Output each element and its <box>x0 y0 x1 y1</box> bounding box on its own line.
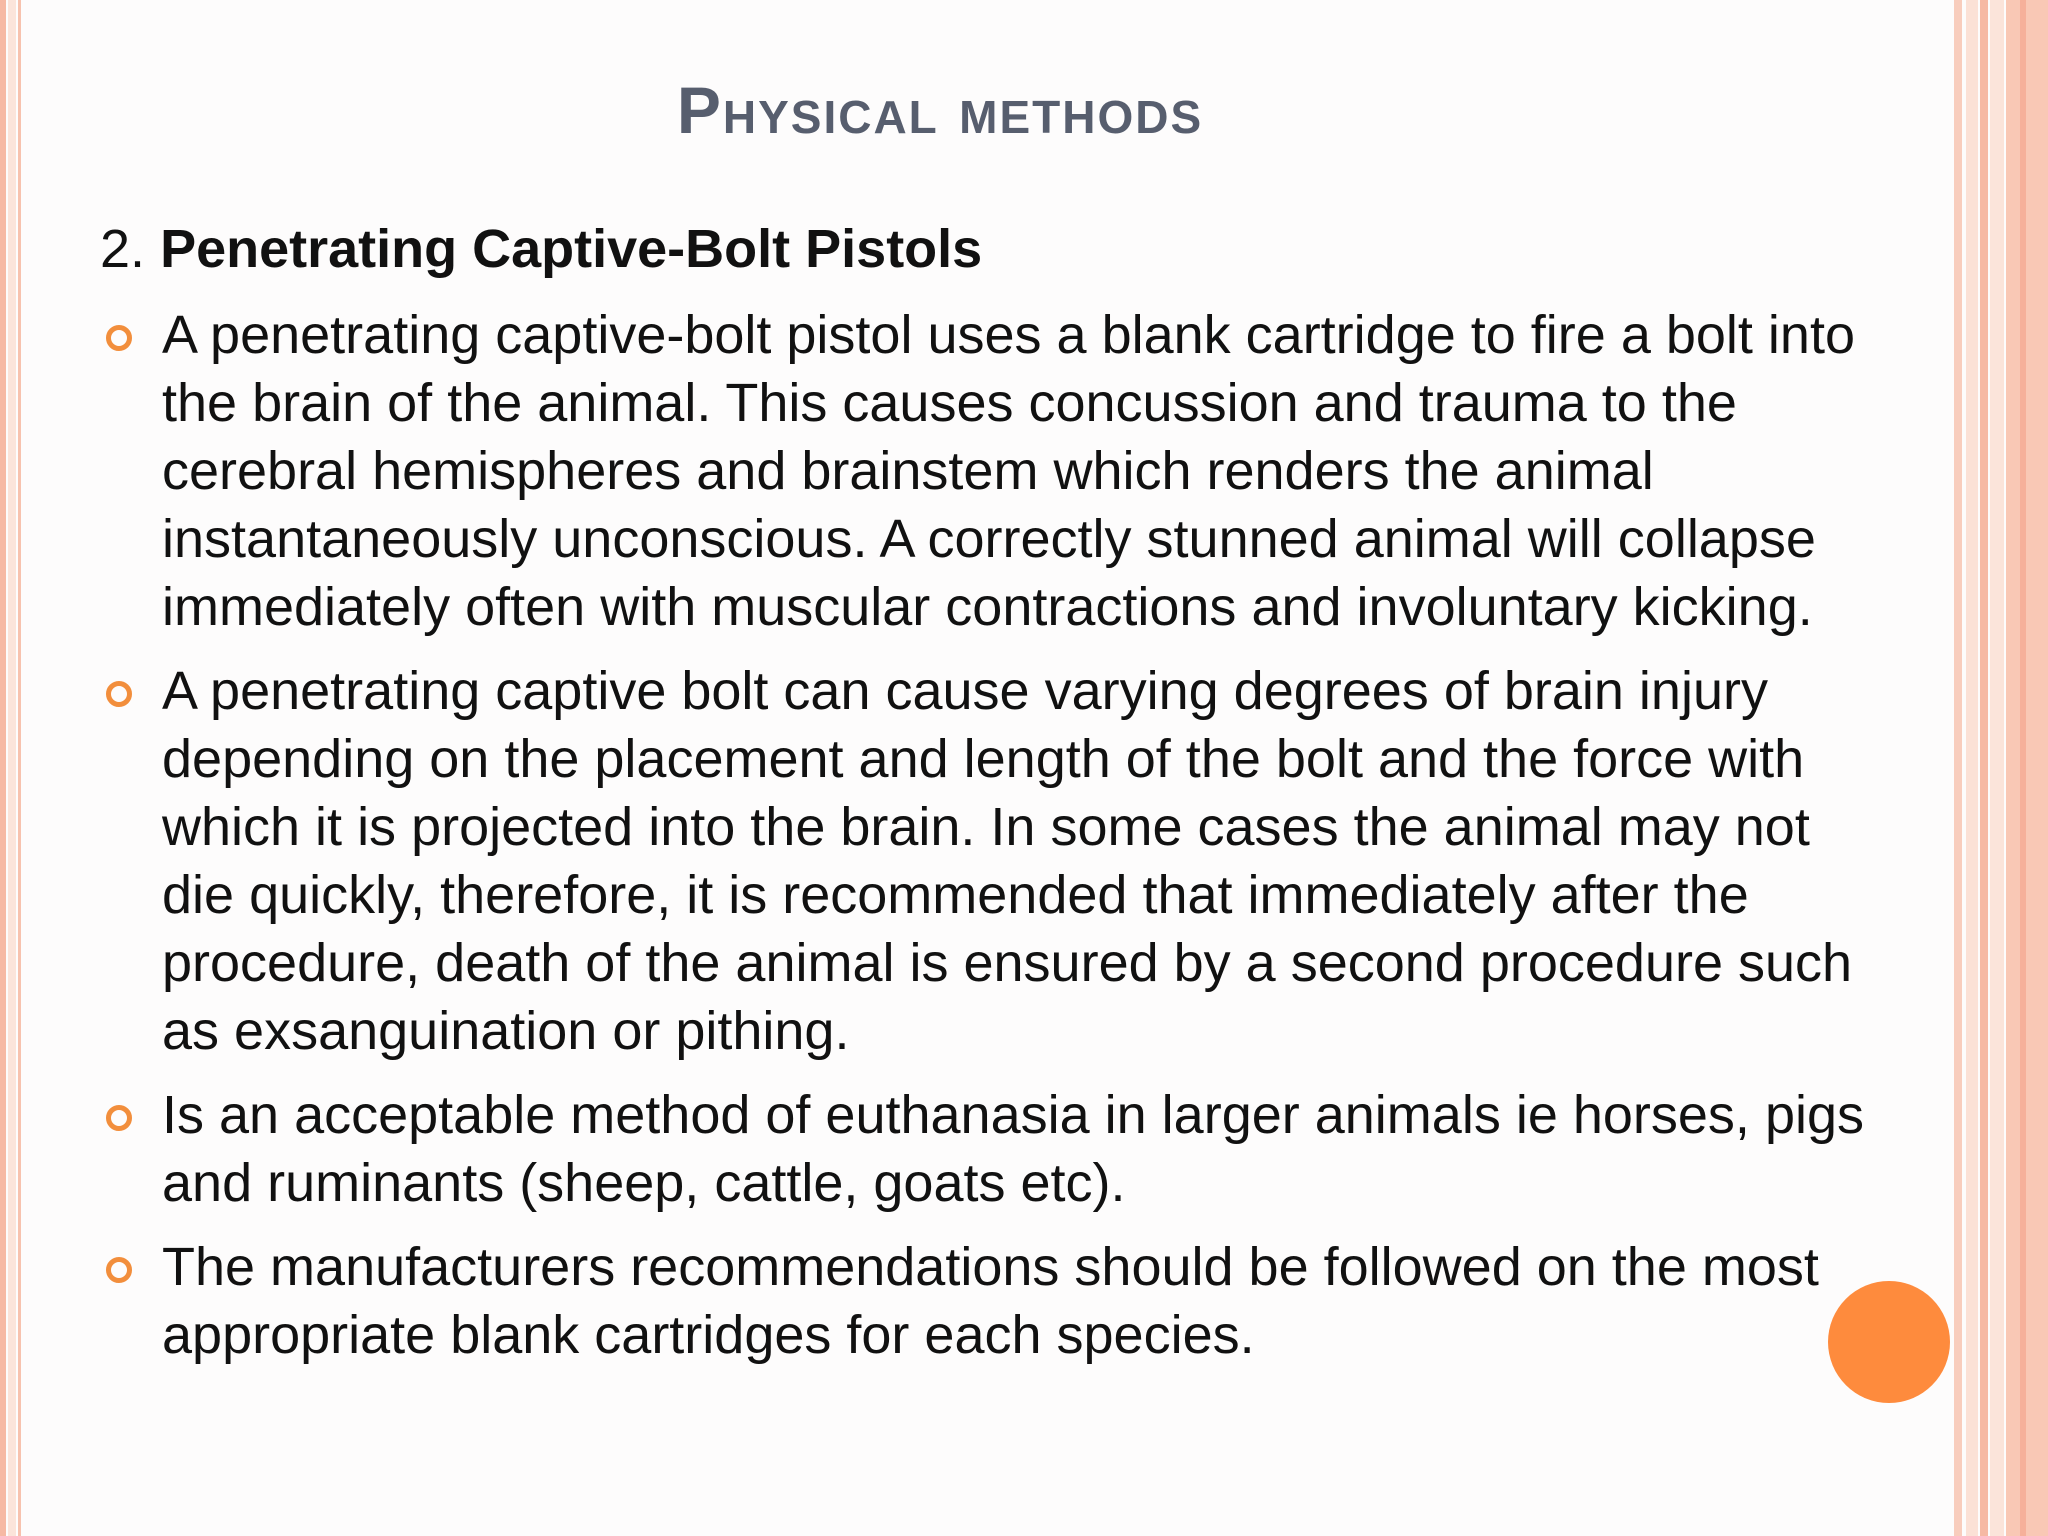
bullet-text: A penetrating captive-bolt pistol uses a blank cartridge to fire a bolt into the brain of the animal. This causes concussion and trauma to the cerebral hemispheres and brainstem which renders the animal instantaneously unconscious. A correctly stunned animal will collapse immediately often with muscular contractions and involuntary kicking. <box>162 305 1855 637</box>
bullet-text: Is an acceptable method of euthanasia in larger animals ie horses, pigs and ruminants (sheep, cattle, goats etc). <box>162 1085 1865 1213</box>
slide-title: Physical methods <box>676 73 1204 147</box>
slide-content <box>100 215 1890 1385</box>
right-border-stripe <box>1980 0 1988 1536</box>
hollow-circle-bullet-icon <box>106 1257 132 1283</box>
left-border-stripe <box>18 0 21 1536</box>
hollow-circle-bullet-icon <box>106 681 132 707</box>
hollow-circle-bullet-icon <box>106 325 132 351</box>
bullet-list <box>100 301 1890 1369</box>
right-border-stripe <box>1990 0 2004 1536</box>
orange-circle-decoration <box>1828 1281 1950 1403</box>
hollow-circle-bullet-icon <box>106 1105 132 1131</box>
bullet-item <box>100 1233 1890 1369</box>
bullet-text: The manufacturers recommendations should be followed on the most appropriate blank cartridges for each species. <box>162 1237 1819 1365</box>
left-border-stripe <box>0 0 6 1536</box>
section-heading-text: Penetrating Captive-Bolt Pistols <box>160 219 983 279</box>
bullet-item <box>100 657 1890 1065</box>
section-heading <box>100 215 1890 283</box>
right-border-stripe <box>2006 0 2048 1536</box>
bullet-item <box>100 1081 1890 1217</box>
right-border-stripe <box>1954 0 1962 1536</box>
section-number: 2. <box>100 219 146 279</box>
bullet-item <box>100 301 1890 641</box>
left-border-stripe <box>8 0 16 1536</box>
right-border-stripe <box>2020 0 2026 1536</box>
right-border-stripe <box>1966 0 1978 1536</box>
bullet-text: A penetrating captive bolt can cause varying degrees of brain injury depending on the placement and length of the bolt and the force with which it is projected into the brain. In some cases the animal may not die quickly, therefore, it is recommended that immediately after the procedure, death of the animal is ensured by a second procedure such as exsanguination or pithing. <box>162 661 1853 1061</box>
